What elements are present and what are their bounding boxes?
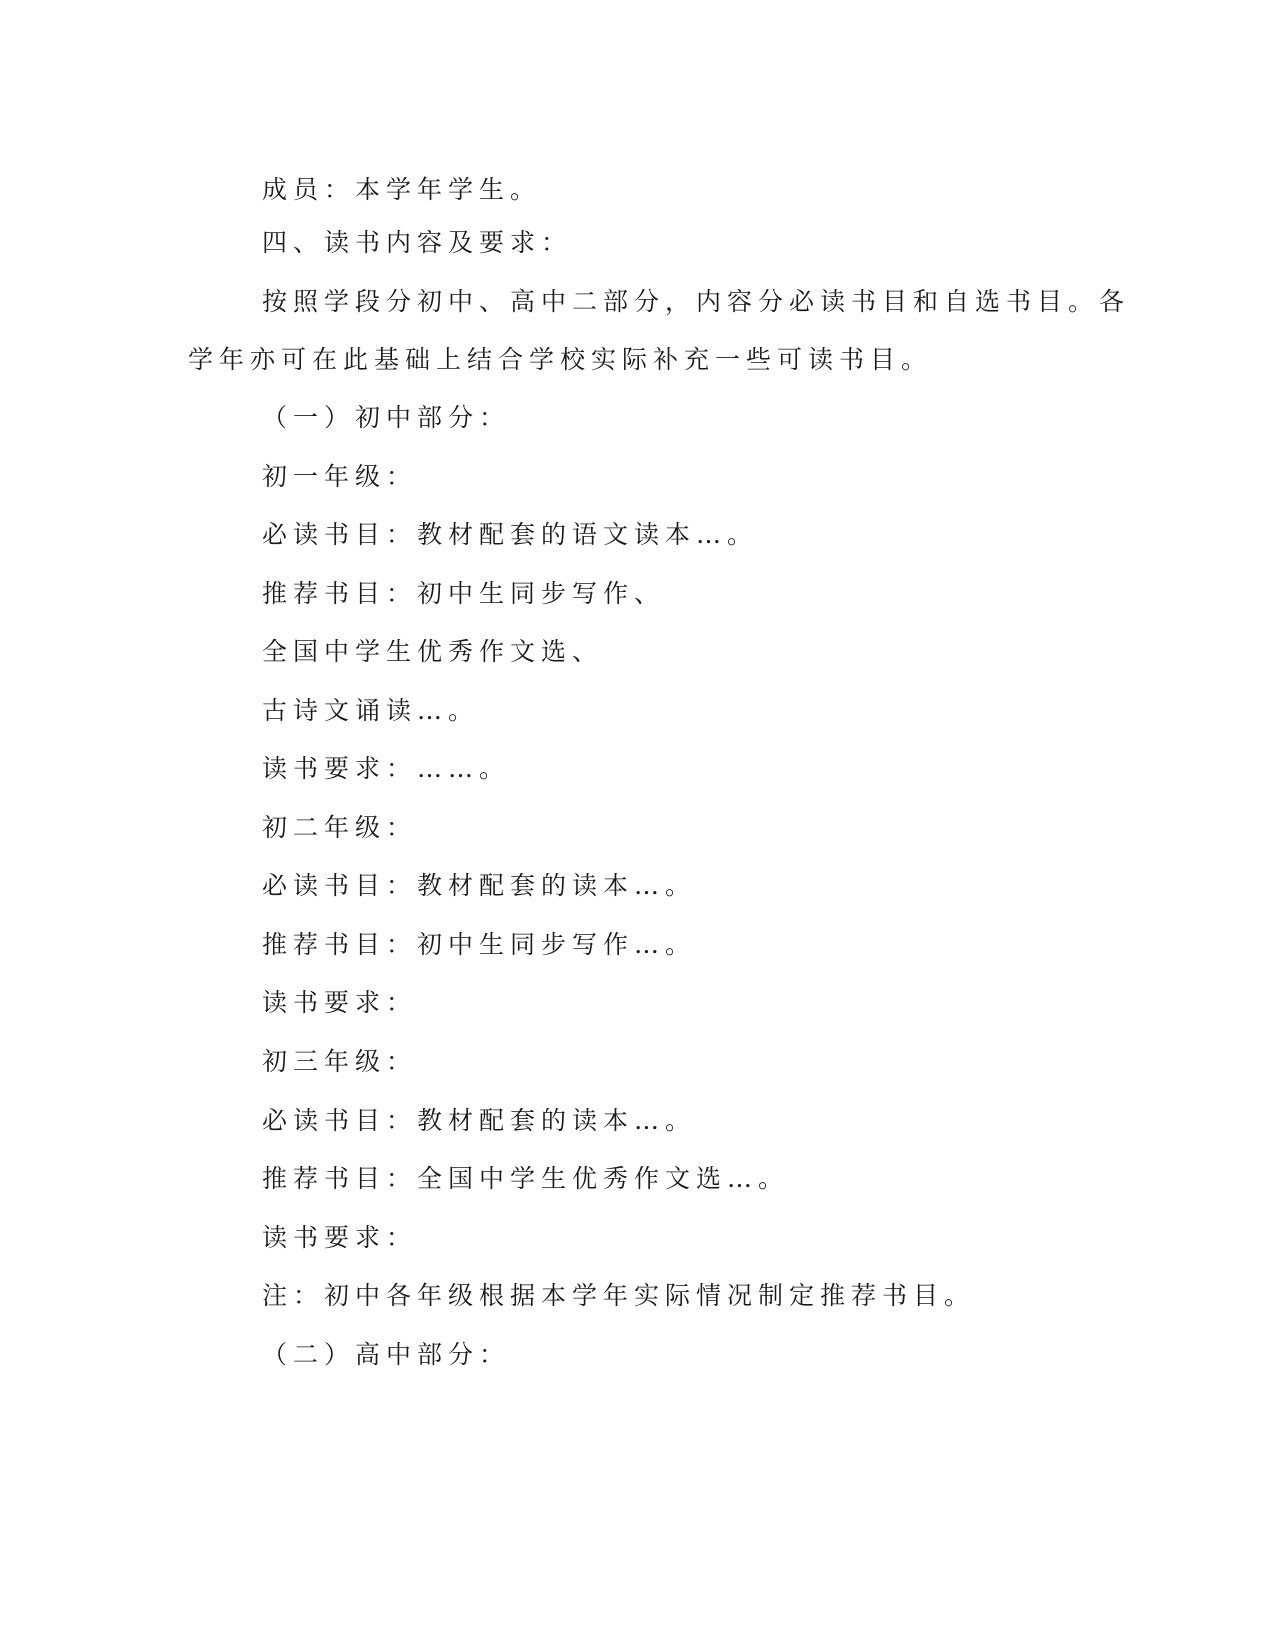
grade-one-recommended-book-2: 全国中学生优秀作文选、: [262, 637, 604, 666]
grade-three-recommended-books: 推荐书目：全国中学生优秀作文选…。: [262, 1164, 790, 1193]
intro-paragraph-line-1: 按照学段分初中、高中二部分，内容分必读书目和自选书目。各: [262, 287, 1131, 316]
grade-three-reading-requirements: 读书要求：: [262, 1223, 418, 1252]
section-four-heading: 四、读书内容及要求：: [262, 228, 573, 257]
members-line: 成员：本学年学生。: [262, 175, 542, 204]
grade-two-heading: 初二年级：: [262, 813, 418, 842]
grade-one-reading-requirements: 读书要求：……。: [262, 754, 511, 783]
grade-two-required-books: 必读书目：教材配套的读本…。: [262, 871, 697, 900]
intro-paragraph-line-2: 学年亦可在此基础上结合学校实际补充一些可读书目。: [188, 345, 933, 374]
grade-one-required-books: 必读书目：教材配套的语文读本…。: [262, 520, 759, 549]
grade-two-reading-requirements: 读书要求：: [262, 988, 418, 1017]
junior-high-heading: （一）初中部分：: [262, 403, 511, 432]
grade-three-heading: 初三年级：: [262, 1047, 418, 1076]
grade-three-required-books: 必读书目：教材配套的读本…。: [262, 1106, 697, 1135]
grade-one-recommended-books: 推荐书目：初中生同步写作、: [262, 579, 666, 608]
senior-high-heading: （二）高中部分：: [262, 1340, 511, 1369]
grade-one-heading: 初一年级：: [262, 462, 418, 491]
junior-high-note: 注：初中各年级根据本学年实际情况制定推荐书目。: [262, 1281, 976, 1310]
grade-two-recommended-books: 推荐书目：初中生同步写作…。: [262, 930, 697, 959]
grade-one-recommended-book-3: 古诗文诵读…。: [262, 696, 480, 725]
